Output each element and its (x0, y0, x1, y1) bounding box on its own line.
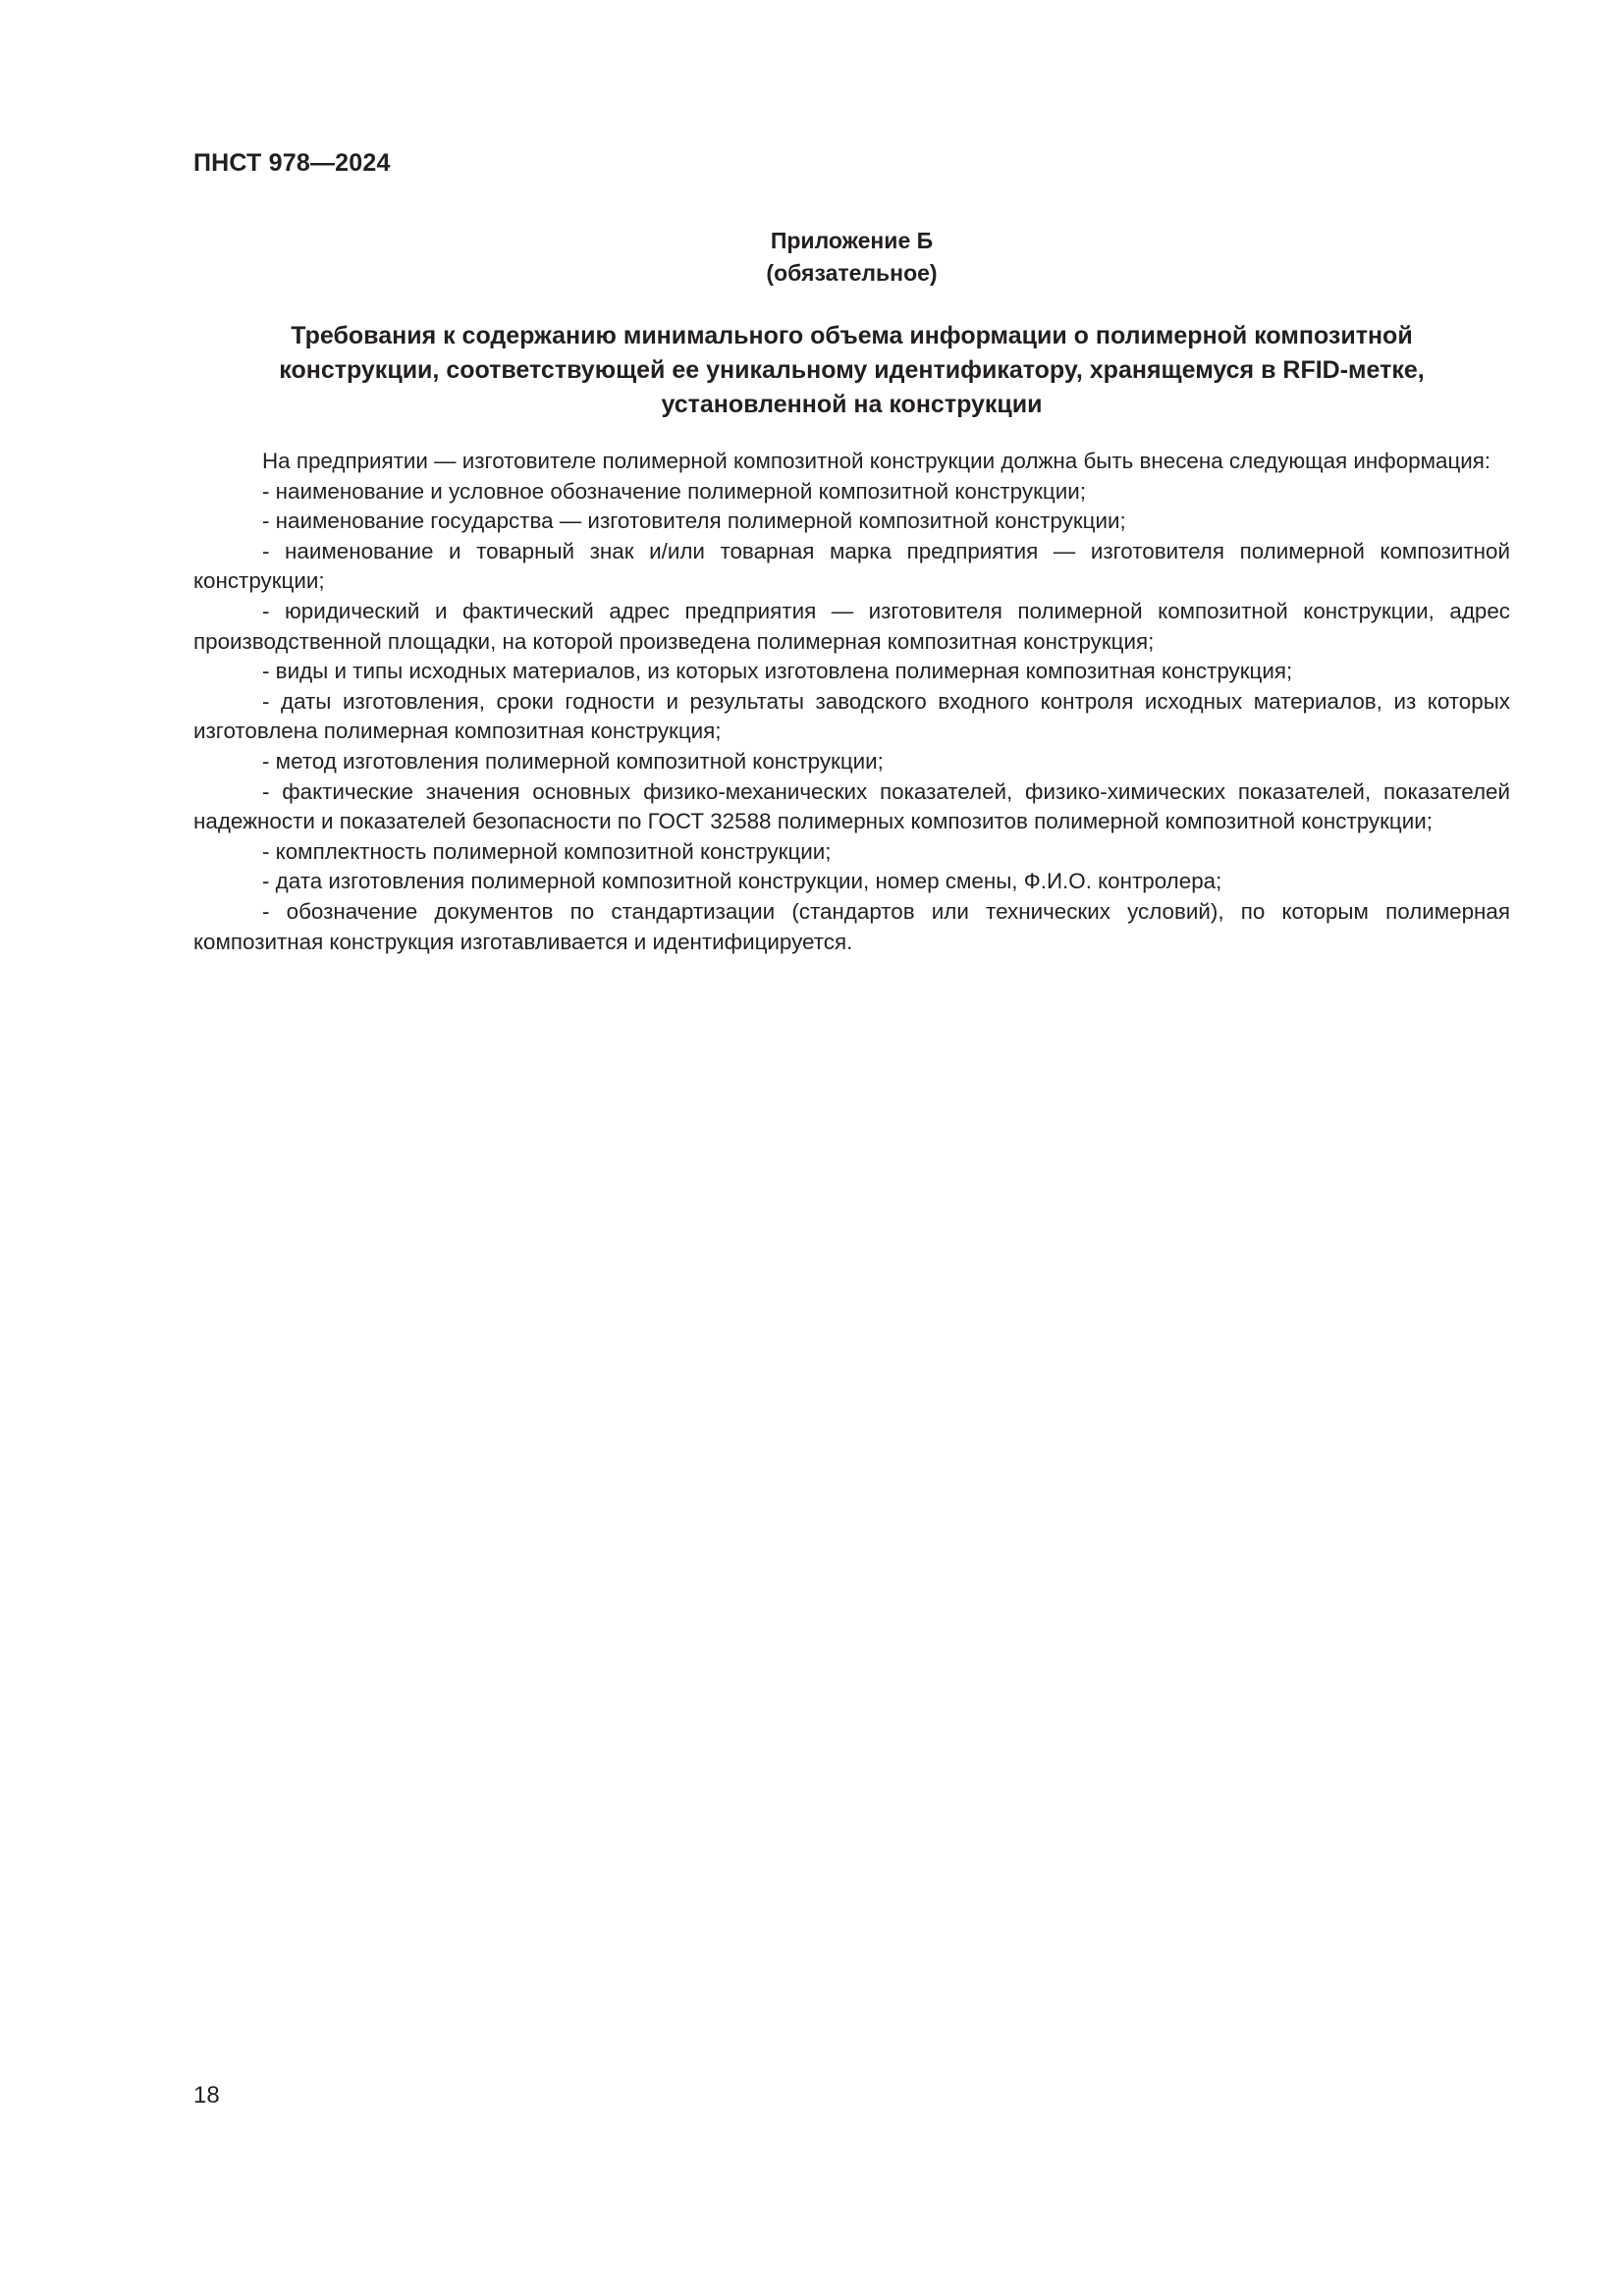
body-text (193, 447, 1510, 957)
list-item: - юридический и фактический адрес предприятия — изготовителя полимерной композитной конструкции, адрес производственной площадки, на которой произведена полимерная композитная конструкция; (193, 598, 1510, 654)
appendix-title (193, 319, 1510, 422)
list-item: - дата изготовления полимерной композитной конструкции, номер смены, Ф.И.О. контролера; (262, 869, 1222, 894)
list-item: - комплектность полимерной композитной конструкции; (262, 838, 832, 864)
appendix-heading (193, 225, 1510, 290)
title-line: Требования к содержанию минимального объема информации о полимерной композитной (291, 322, 1413, 349)
list-item: - наименование и товарный знак и/или товарная марка предприятия — изготовителя полимерной композитной конструкции; (193, 538, 1510, 594)
list-item: - метод изготовления полимерной композитной конструкции; (262, 748, 884, 774)
list-item: - виды и типы исходных материалов, из которых изготовлена полимерная композитная конструкция; (262, 659, 1293, 684)
list-item: - даты изготовления, сроки годности и результаты заводского входного контроля исходных материалов, из которых изготовлена полимерная композитная конструкция; (193, 688, 1510, 744)
appendix-status: (обязательное) (766, 260, 938, 286)
appendix-label: Приложение Б (770, 228, 934, 253)
list-item: - наименование и условное обозначение полимерной композитной конструкции; (262, 478, 1086, 504)
title-line: конструкции, соответствующей ее уникальному идентификатору, хранящемуся в RFID-метке, (279, 356, 1425, 384)
list-item: - обозначение документов по стандартизации (стандартов или технических условий), по которым полимерная композитная конструкция изготавливается и идентифицируется. (193, 898, 1510, 954)
document-code: ПНСТ 978—2024 (193, 149, 391, 177)
list-item: - наименование государства — изготовителя полимерной композитной конструкции; (262, 508, 1126, 534)
page-number: 18 (193, 2082, 220, 2109)
list-item: - фактические значения основных физико-механических показателей, физико-химических показателей, показателей надежности и показателей безопасности по ГОСТ 32588 полимерных композитов полимерной композитной конструкции; (193, 778, 1510, 834)
intro-paragraph: На предприятии — изготовителе полимерной композитной конструкции должна быть внесена следующая информация: (262, 449, 1491, 473)
title-line: установленной на конструкции (661, 391, 1043, 418)
